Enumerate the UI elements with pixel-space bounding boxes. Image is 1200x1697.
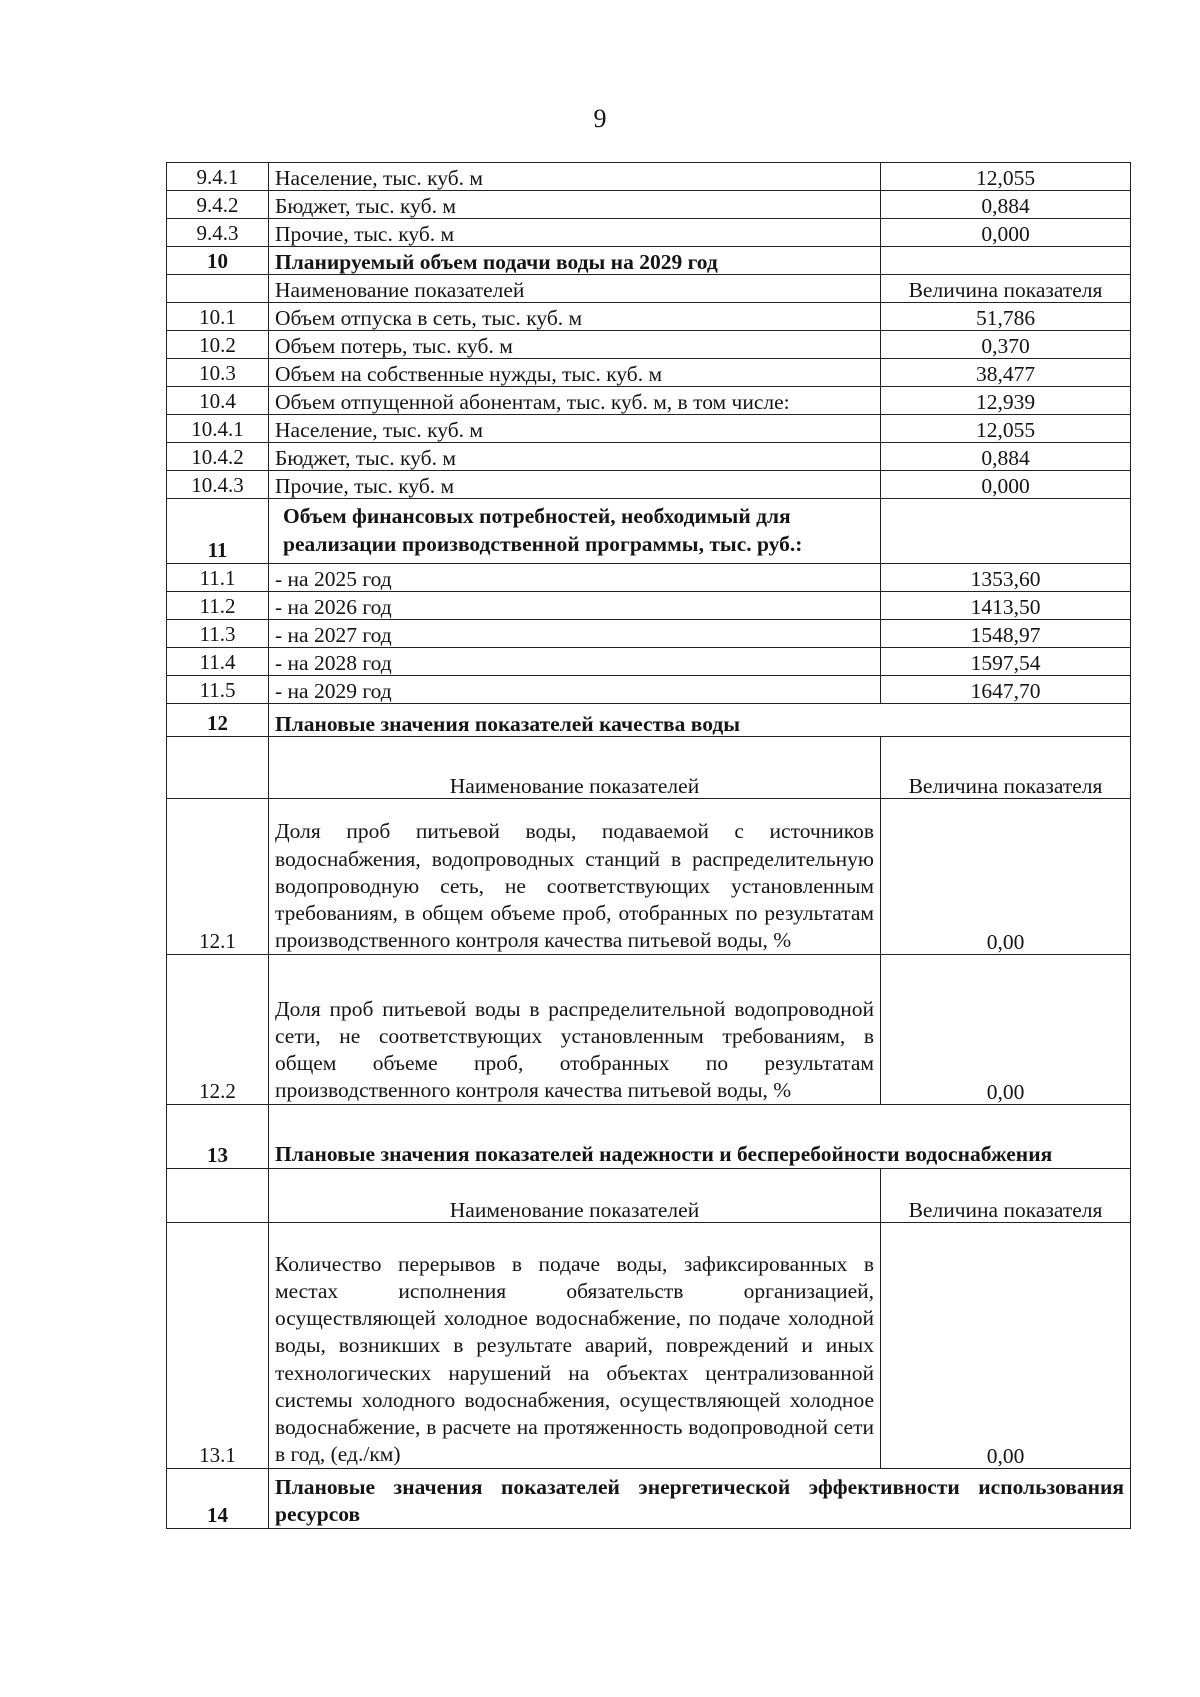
row-number: 10.1 xyxy=(167,303,269,331)
table-row xyxy=(167,1222,1131,1468)
row-name: Объем отпущенной абонентам, тыс. куб. м, в том числе: xyxy=(269,387,881,415)
row-number: 11.3 xyxy=(167,619,269,647)
row-number: 10.3 xyxy=(167,359,269,387)
column-header-row xyxy=(167,1168,1131,1222)
row-number: 12.2 xyxy=(167,954,269,1104)
page-number: 9 xyxy=(593,104,607,133)
row-name: Население, тыс. куб. м xyxy=(269,415,881,443)
table-row xyxy=(167,647,1131,675)
row-name: Доля проб питьевой воды в распределительной водопроводной сети, не соответствующих установленным требованиям, в общем объеме проб, отобранных по результатам производственного контроля качества питьевой воды, % xyxy=(269,954,881,1104)
row-name: Объем на собственные нужды, тыс. куб. м xyxy=(269,359,881,387)
row-value: 1647,70 xyxy=(881,675,1131,703)
column-header-row xyxy=(167,736,1131,798)
row-value: 0,00 xyxy=(881,954,1131,1104)
section-number: 10 xyxy=(167,247,269,275)
row-name: Объем отпуска в сеть, тыс. куб. м xyxy=(269,303,881,331)
column-header-name: Наименование показателей xyxy=(269,275,881,303)
table-row xyxy=(167,331,1131,359)
row-name: - на 2025 год xyxy=(269,563,881,591)
row-number: 10.2 xyxy=(167,331,269,359)
section-number: 12 xyxy=(167,703,269,736)
table-row xyxy=(167,563,1131,591)
section-title: Планируемый объем подачи воды на 2029 год xyxy=(269,247,881,275)
section-number: 11 xyxy=(167,499,269,564)
table-row xyxy=(167,303,1131,331)
column-header-value: Величина показателя xyxy=(881,736,1131,798)
row-name: Прочие, тыс. куб. м xyxy=(269,219,881,247)
section-row xyxy=(167,1468,1131,1528)
row-value: 0,000 xyxy=(881,471,1131,499)
row-number xyxy=(167,736,269,798)
table-row xyxy=(167,219,1131,247)
section-number: 13 xyxy=(167,1104,269,1168)
row-value: 0,884 xyxy=(881,191,1131,219)
row-value: 12,939 xyxy=(881,387,1131,415)
table-row xyxy=(167,387,1131,415)
row-name: - на 2026 год xyxy=(269,591,881,619)
row-value: 0,00 xyxy=(881,798,1131,954)
row-number: 11.4 xyxy=(167,647,269,675)
table-row xyxy=(167,798,1131,954)
row-number: 9.4.2 xyxy=(167,191,269,219)
row-number: 9.4.1 xyxy=(167,163,269,191)
row-value: 12,055 xyxy=(881,163,1131,191)
row-value xyxy=(881,499,1131,564)
section-row xyxy=(167,499,1131,564)
row-number: 11.5 xyxy=(167,675,269,703)
row-number: 11.2 xyxy=(167,591,269,619)
table-row xyxy=(167,443,1131,471)
row-name: Доля проб питьевой воды, подаваемой с источников водоснабжения, водопроводных станций в распределительную водопроводную сеть, не соответствующих установленным требованиям, в общем объеме проб, отобранных по результатам производственного контроля качества питьевой воды, % xyxy=(269,798,881,954)
section-row xyxy=(167,247,1131,275)
section-title: Плановые значения показателей качества воды xyxy=(269,703,1131,736)
table-row xyxy=(167,359,1131,387)
row-value: 0,884 xyxy=(881,443,1131,471)
row-name: - на 2029 год xyxy=(269,675,881,703)
column-header-value: Величина показателя xyxy=(881,1168,1131,1222)
row-value: 38,477 xyxy=(881,359,1131,387)
column-header-row xyxy=(167,275,1131,303)
row-value: 0,370 xyxy=(881,331,1131,359)
section-title: Плановые значения показателей надежности и бесперебойности водоснабжения xyxy=(269,1104,1131,1168)
row-value: 1548,97 xyxy=(881,619,1131,647)
row-number: 10.4.2 xyxy=(167,443,269,471)
row-value: 1353,60 xyxy=(881,563,1131,591)
row-number: 10.4.3 xyxy=(167,471,269,499)
row-number: 10.4.1 xyxy=(167,415,269,443)
row-value: 51,786 xyxy=(881,303,1131,331)
section-row xyxy=(167,703,1131,736)
row-number xyxy=(167,1168,269,1222)
section-title: Объем финансовых потребностей, необходимый для реализации производственной программы, тыс. руб.: xyxy=(269,499,881,564)
row-name: Население, тыс. куб. м xyxy=(269,163,881,191)
table-row xyxy=(167,591,1131,619)
row-name: - на 2028 год xyxy=(269,647,881,675)
row-value: 1597,54 xyxy=(881,647,1131,675)
production-program-table xyxy=(166,162,1131,1529)
row-number: 11.1 xyxy=(167,563,269,591)
row-name: Бюджет, тыс. куб. м xyxy=(269,443,881,471)
row-number xyxy=(167,275,269,303)
table-row xyxy=(167,191,1131,219)
row-value: 1413,50 xyxy=(881,591,1131,619)
row-number: 13.1 xyxy=(167,1222,269,1468)
column-header-value: Величина показателя xyxy=(881,275,1131,303)
section-title: Плановые значения показателей энергетической эффективности использования ресурсов xyxy=(269,1468,1131,1528)
row-name: Количество перерывов в подаче воды, зафиксированных в местах исполнения обязательств организацией, осуществляющей холодное водоснабжение, по подаче холодной воды, возникших в результате аварий, повреждений и иных технологических нарушений на объектах централизованной системы холодного водоснабжения, осуществляющей холодное водоснабжение, в расчете на протяженность водопроводной сети в год, (ед./км) xyxy=(269,1222,881,1468)
section-number: 14 xyxy=(167,1468,269,1528)
section-row xyxy=(167,1104,1131,1168)
column-header-name: Наименование показателей xyxy=(269,736,881,798)
table-row xyxy=(167,675,1131,703)
row-number: 12.1 xyxy=(167,798,269,954)
row-name: Бюджет, тыс. куб. м xyxy=(269,191,881,219)
row-number: 9.4.3 xyxy=(167,219,269,247)
table-row xyxy=(167,954,1131,1104)
row-value: 12,055 xyxy=(881,415,1131,443)
table-row xyxy=(167,471,1131,499)
row-value: 0,00 xyxy=(881,1222,1131,1468)
row-value: 0,000 xyxy=(881,219,1131,247)
table-row xyxy=(167,415,1131,443)
row-number: 10.4 xyxy=(167,387,269,415)
table-row xyxy=(167,163,1131,191)
column-header-name: Наименование показателей xyxy=(269,1168,881,1222)
row-name: Объем потерь, тыс. куб. м xyxy=(269,331,881,359)
row-name: Прочие, тыс. куб. м xyxy=(269,471,881,499)
row-value xyxy=(881,247,1131,275)
row-name: - на 2027 год xyxy=(269,619,881,647)
table-row xyxy=(167,619,1131,647)
